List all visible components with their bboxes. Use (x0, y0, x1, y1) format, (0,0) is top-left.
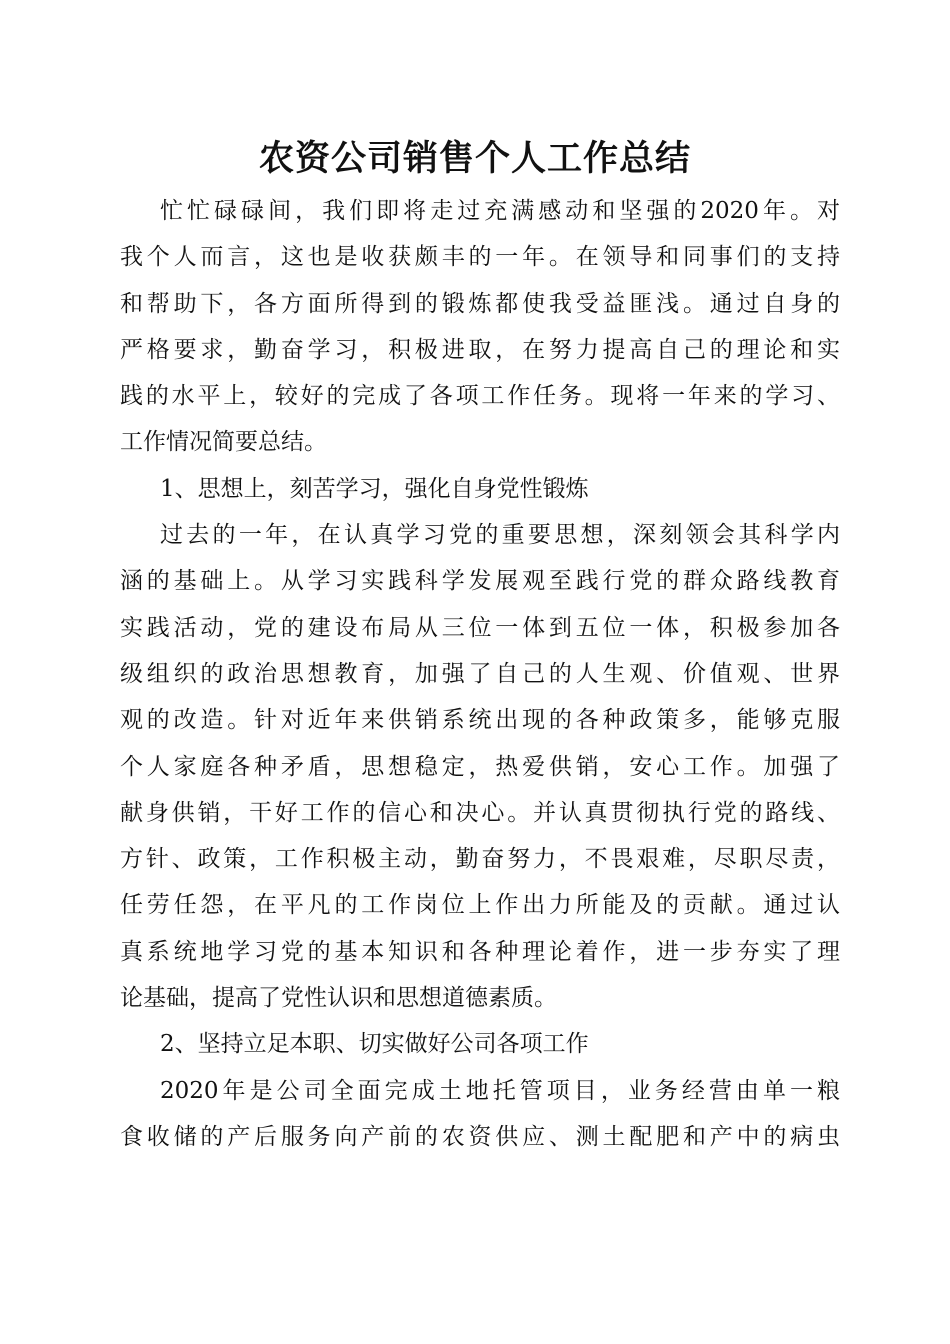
paragraph-line: 食收储的产后服务向产前的农资供应、测土配肥和产中的病虫 (120, 1123, 840, 1150)
paragraph-line: 忙忙碌碌间，我们即将走过充满感动和坚强的2020年。对 (160, 198, 840, 224)
document-title: 农资公司销售个人工作总结 (258, 138, 691, 179)
paragraph-line: 论基础，提高了党性认识和思想道德素质。 (120, 985, 557, 1012)
paragraph-line: 级组织的政治思想教育，加强了自己的人生观、价值观、世界 (120, 660, 840, 687)
paragraph-line: 实践活动，党的建设布局从三位一体到五位一体，积极参加各 (120, 614, 840, 641)
paragraph-line: 我个人而言，这也是收获颇丰的一年。在领导和同事们的支持 (120, 244, 840, 271)
section-heading: 2、坚持立足本职、切实做好公司各项工作 (160, 1031, 589, 1058)
paragraph-line: 践的水平上，较好的完成了各项工作任务。现将一年来的学习、 (120, 383, 840, 410)
paragraph-line: 过去的一年，在认真学习党的重要思想，深刻领会其科学内 (160, 522, 840, 549)
paragraph-line: 个人家庭各种矛盾，思想稳定，热爱供销，安心工作。加强了 (120, 753, 840, 780)
paragraph-line: 观的改造。针对近年来供销系统出现的各种政策多，能够克服 (120, 707, 840, 734)
paragraph-line: 真系统地学习党的基本知识和各种理论着作，进一步夯实了理 (120, 938, 840, 965)
paragraph-line: 任劳任怨，在平凡的工作岗位上作出力所能及的贡献。通过认 (120, 892, 840, 919)
paragraph-line: 2020年是公司全面完成土地托管项目，业务经营由单一粮 (160, 1077, 840, 1104)
section-heading: 1、思想上，刻苦学习，强化自身党性锻炼 (160, 475, 589, 502)
paragraph-line: 方针、政策，工作积极主动，勤奋努力，不畏艰难，尽职尽责， (120, 846, 840, 873)
paragraph-line: 工作情况简要总结。 (120, 429, 327, 456)
paragraph-line: 献身供销，干好工作的信心和决心。并认真贯彻执行党的路线、 (120, 799, 840, 826)
document-body (120, 188, 840, 1160)
paragraph-line: 涵的基础上。从学习实践科学发展观至践行党的群众路线教育 (120, 568, 840, 595)
paragraph-line: 和帮助下，各方面所得到的锻炼都使我受益匪浅。通过自身的 (120, 290, 840, 317)
paragraph-line: 严格要求，勤奋学习，积极进取，在努力提高自己的理论和实 (120, 336, 840, 363)
